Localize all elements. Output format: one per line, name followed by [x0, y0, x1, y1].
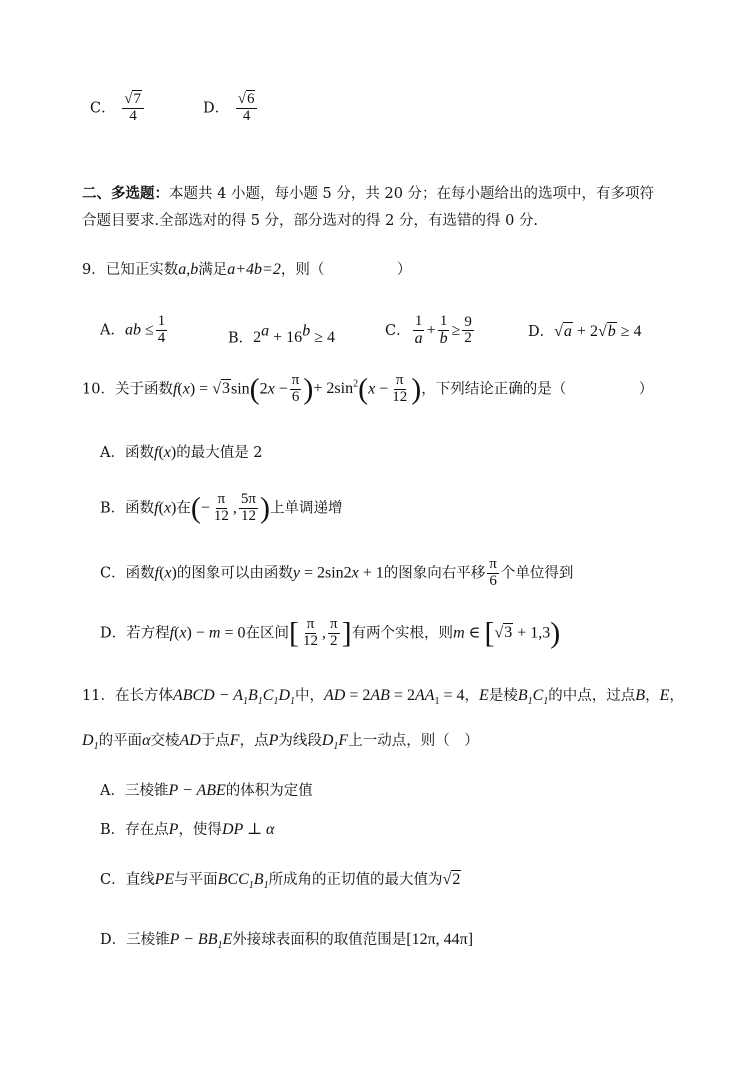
q8-option-c-label: C．	[90, 100, 116, 117]
q9-stem: 9．已知正实数a,b满足a+4b=2，则（ ）	[82, 261, 412, 278]
q9-option-b: B．$2^a + 16^b \ge 4$	[228, 323, 335, 347]
section2-line2: 合题目要求.全部选对的得 5 分，部分选对的得 2 分，有选错的得 0 分.	[82, 213, 539, 229]
q11-option-b: B．存在点P，使得DP ⊥ α	[100, 821, 275, 838]
q10-option-c: C．函数f(x)的图象可以由函数y = 2sin2x + 1的图象向右平移 $\frac{\pi}{6}$ 个单位得到	[100, 556, 574, 589]
q9-option-a: A．ab ≤ $\frac{1}{4}$	[100, 313, 166, 346]
q8-option-c-fraction: $\frac{√7}{4}$	[122, 92, 144, 125]
q8-option-d-label: D．	[203, 100, 230, 117]
q10-option-a: A．函数f(x)的最大值是 2	[100, 444, 263, 461]
q8-option-d-fraction: $\frac{√6}{4}$	[236, 92, 258, 125]
q11-stem-line1: 11．在长方体ABCD − $A_1B_1C_1D_1$中，AD = $2AB = 2AA_1 = 4$，E是棱$B_1C_1$的中点，过点B，E，	[82, 687, 684, 708]
q8-option-d	[203, 92, 259, 125]
section2-line1	[82, 185, 654, 203]
q11-option-c: C．直线PE与平面$BCC_1B_1$所成角的正切值的最大值为√2	[100, 871, 461, 892]
q11-stem-line2: $D_1$的平面α交棱AD于点F，点P为线段$D_1F$上一动点，则（ ）	[82, 732, 479, 753]
q11-option-d: D．三棱锥$P - BB_1E$外接球表面积的取值范围是[12π, 44π]	[100, 931, 474, 952]
section2-text1: 本题共 4 小题，每小题 5 分，共 20 分；在每小题给出的选项中，有多项符	[169, 186, 655, 202]
q10-stem: 10．关于函数f(x) = √3sin(2x − $\frac{\pi}{6}$ )+ $2\sin^2(x$ − $\frac{\pi}{12}$ )，下列结论正确的是（ ）	[82, 372, 654, 406]
q9-option-d: D．√a + 2√b ≥ 4	[528, 323, 642, 340]
q9-option-c: C． $\frac{1}{a}$ + $\frac{1}{b}$ ≥ $\frac{9}{2}$	[385, 313, 472, 347]
q8-options	[90, 92, 146, 125]
q10-option-b: B．函数f(x)在(− $\frac{\pi}{12}$ , $\frac{5\pi}{12}$ )上单调递增	[100, 491, 343, 525]
section2-title: 二、多选题：	[82, 185, 169, 202]
q10-option-d: D．若方程f(x) − m = 0在区间[ $\frac{\pi}{12}$ , $\frac{\pi}{2}$ ]有两个实根，则m ∈ [√3 + 1,3)	[100, 616, 561, 650]
q11-option-a: A．三棱锥P − ABE的体积为定值	[100, 782, 313, 799]
